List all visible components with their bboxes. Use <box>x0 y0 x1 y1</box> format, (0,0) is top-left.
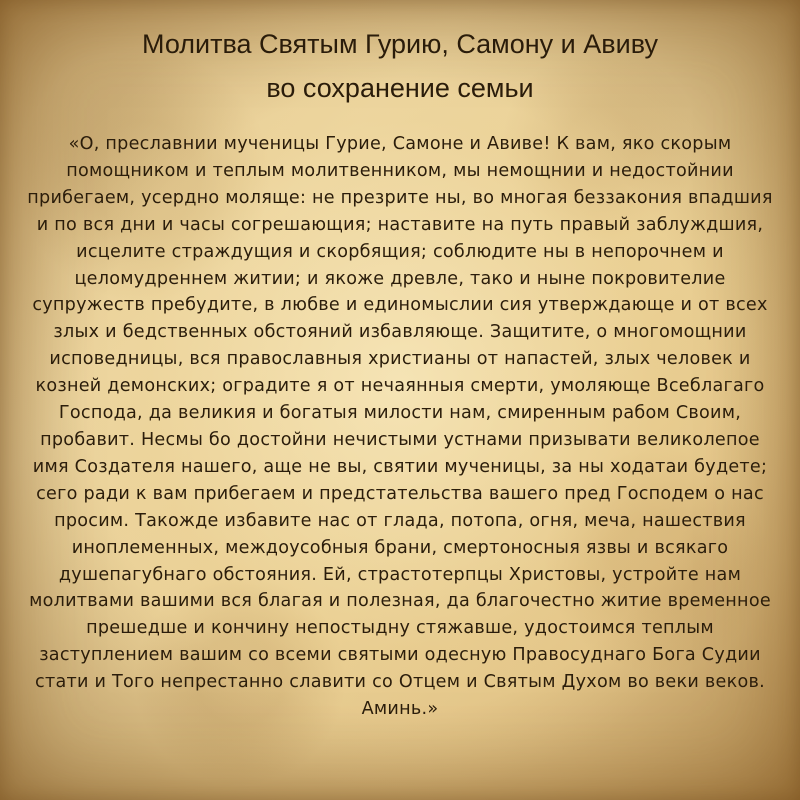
prayer-line: целомудреннем житии; и якоже древле, тако и ныне покровителие <box>74 268 726 289</box>
prayer-line: прешедше и кончину непостыдну стяжавше, удостоимся теплым <box>86 618 714 639</box>
prayer-line: исцелите страждущия и скорбящия; соблюдите ны в непорочнем и <box>76 241 724 262</box>
prayer-line: сего ради к вам прибегаем и предстательства вашего пред Господем о нас <box>36 483 764 504</box>
title-line-1: Молитва Святым Гурию, Самону и Авиву <box>142 29 658 59</box>
prayer-line: иноплеменных, междоусобныя брани, смертоносныя язвы и всякаго <box>71 537 729 558</box>
prayer-line: злых и бедственных обстояний избавляюще. Защитите, о многомощнии <box>53 322 747 343</box>
prayer-line: молитвами вашими вся благая и полезная, да благочестно житие временное <box>29 591 771 612</box>
prayer-line: козней демонских; оградите я от нечаянныя смерти, умоляюще Всеблагаго <box>35 376 765 397</box>
prayer-line: заступлением вашим со всеми святыми одесную Правосуднаго Бога Судии <box>39 645 761 666</box>
prayer-line: и по вся дни и часы согрешающия; наставите на путь правый заблуждшия, <box>36 214 764 235</box>
prayer-line: супружеств пребудите, в любве и единомыслии сия утверждающе и от всех <box>32 295 768 316</box>
prayer-title <box>0 0 800 110</box>
prayer-line: исповедницы, вся православныя христианы от напастей, злых человек и <box>49 349 751 370</box>
prayer-line: пробавит. Несмы бо достойни нечистыми устнами призывати великолепое <box>40 429 760 450</box>
prayer-line: стати и Того непрестанно славити со Отцем и Святым Духом во веки веков. <box>35 672 765 693</box>
prayer-line: просим. Такожде избавите нас от глада, потопа, огня, меча, нашествия <box>54 510 746 531</box>
title-line-2: во сохранение семьи <box>266 73 534 103</box>
prayer-line: помощником и теплым молитвенником, мы немощнии и недостойнии <box>66 160 734 181</box>
prayer-line: имя Создателя нашего, аще не вы, святии мученицы, за ны ходатаи будете; <box>32 456 768 477</box>
prayer-line: прибегаем, усердно моляще: не презрите ны, во многая беззакония впадшия <box>27 187 773 208</box>
prayer-text <box>26 131 774 723</box>
prayer-line: душепагубнаго обстояния. Ей, страстотерпцы Христовы, устройте нам <box>58 564 742 585</box>
prayer-line: Господа, да великия и богатыя милости нам, смиренным рабом Своим, <box>58 403 742 424</box>
prayer-line: «О, преславнии мученицы Гурие, Самоне и Авиве! К вам, яко скорым <box>68 134 732 154</box>
prayer-line: Аминь.» <box>361 699 439 720</box>
